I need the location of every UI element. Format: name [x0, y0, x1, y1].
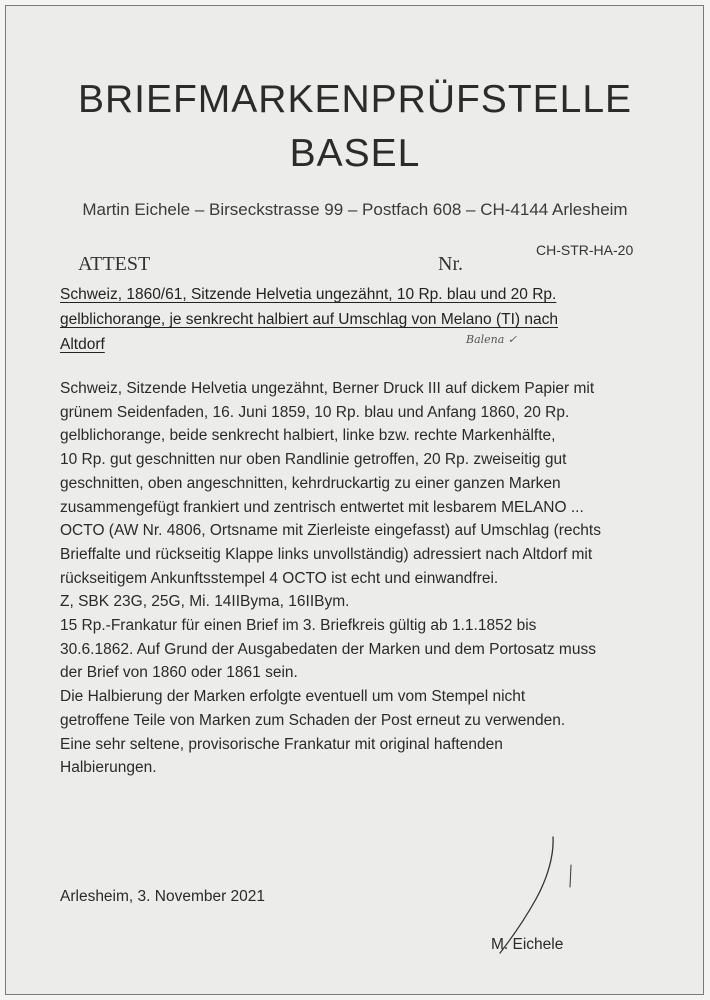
body-line: getroffene Teile von Marken zum Schaden der Post erneut zu verwenden. [60, 711, 566, 729]
subject-line: Altdorf [60, 336, 105, 353]
body-line: Brieffalte und rückseitig Klappe links unvollständig) adressiert nach Altdorf mit [60, 545, 593, 563]
attest-label: ATTEST [78, 253, 151, 275]
subject-line: gelblichorange, je senkrecht halbiert auf Umschlag von Melano (TI) nach [60, 311, 558, 328]
institution-address: Martin Eichele – Birseckstrasse 99 – Postfach 608 – CH-4144 Arlesheim [82, 200, 628, 219]
body-line: Halbierungen. [60, 759, 157, 777]
body-line: Z, SBK 23G, 25G, Mi. 14IIByma, 16IIBym. [60, 593, 350, 611]
handwritten-annotation: Balena ✓ [466, 333, 518, 346]
body-line: OCTO (AW Nr. 4806, Ortsname mit Zierleiste eingefasst) auf Umschlag (rechts [60, 522, 601, 540]
body-line: zusammengefügt frankiert und zentrisch entwertet mit lesbarem MELANO ... [60, 498, 584, 516]
body-line: 30.6.1862. Auf Grund der Ausgabedaten der Marken und dem Portosatz muss [60, 640, 596, 658]
attest-nr-label: Nr. [438, 253, 463, 275]
institution-title: BRIEFMARKENPRÜFSTELLE [77, 78, 633, 121]
body-line: gelblichorange, beide senkrecht halbiert, linke bzw. rechte Markenhälfte, [60, 427, 556, 445]
body-line: der Brief von 1860 oder 1861 sein. [60, 664, 298, 682]
body-line: Schweiz, Sitzende Helvetia ungezähnt, Berner Druck III auf dickem Papier mit [60, 380, 595, 397]
certificate-body [60, 377, 660, 780]
body-line: 15 Rp.-Frankatur für einen Brief im 3. Briefkreis gültig ab 1.1.1852 bis [60, 617, 537, 635]
institution-city: BASEL [289, 132, 421, 175]
body-line: grünem Seidenfaden, 16. Juni 1859, 10 Rp. blau und Anfang 1860, 20 Rp. [60, 403, 570, 421]
certificate-number: CH-STR-HA-20 [536, 242, 634, 258]
body-line: rückseitigem Ankunftsstempel 4 OCTO ist echt und einwandfrei. [60, 569, 499, 587]
subject-heading [60, 282, 620, 357]
subject-line: Schweiz, 1860/61, Sitzende Helvetia ungezähnt, 10 Rp. blau und 20 Rp. [60, 286, 557, 303]
body-line: Die Halbierung der Marken erfolgte eventuell um vom Stempel nicht [60, 688, 526, 706]
place-date: Arlesheim, 3. November 2021 [60, 888, 266, 905]
body-line: 10 Rp. gut geschnitten nur oben Randlinie getroffen, 20 Rp. zweiseitig gut [60, 451, 567, 469]
signatory-name: M. Eichele [491, 936, 564, 953]
body-line: geschnitten, oben angeschnitten, kehrdruckartig zu einer ganzen Marken [60, 474, 561, 492]
body-line: Eine sehr seltene, provisorische Frankatur mit original haftenden [60, 735, 503, 753]
